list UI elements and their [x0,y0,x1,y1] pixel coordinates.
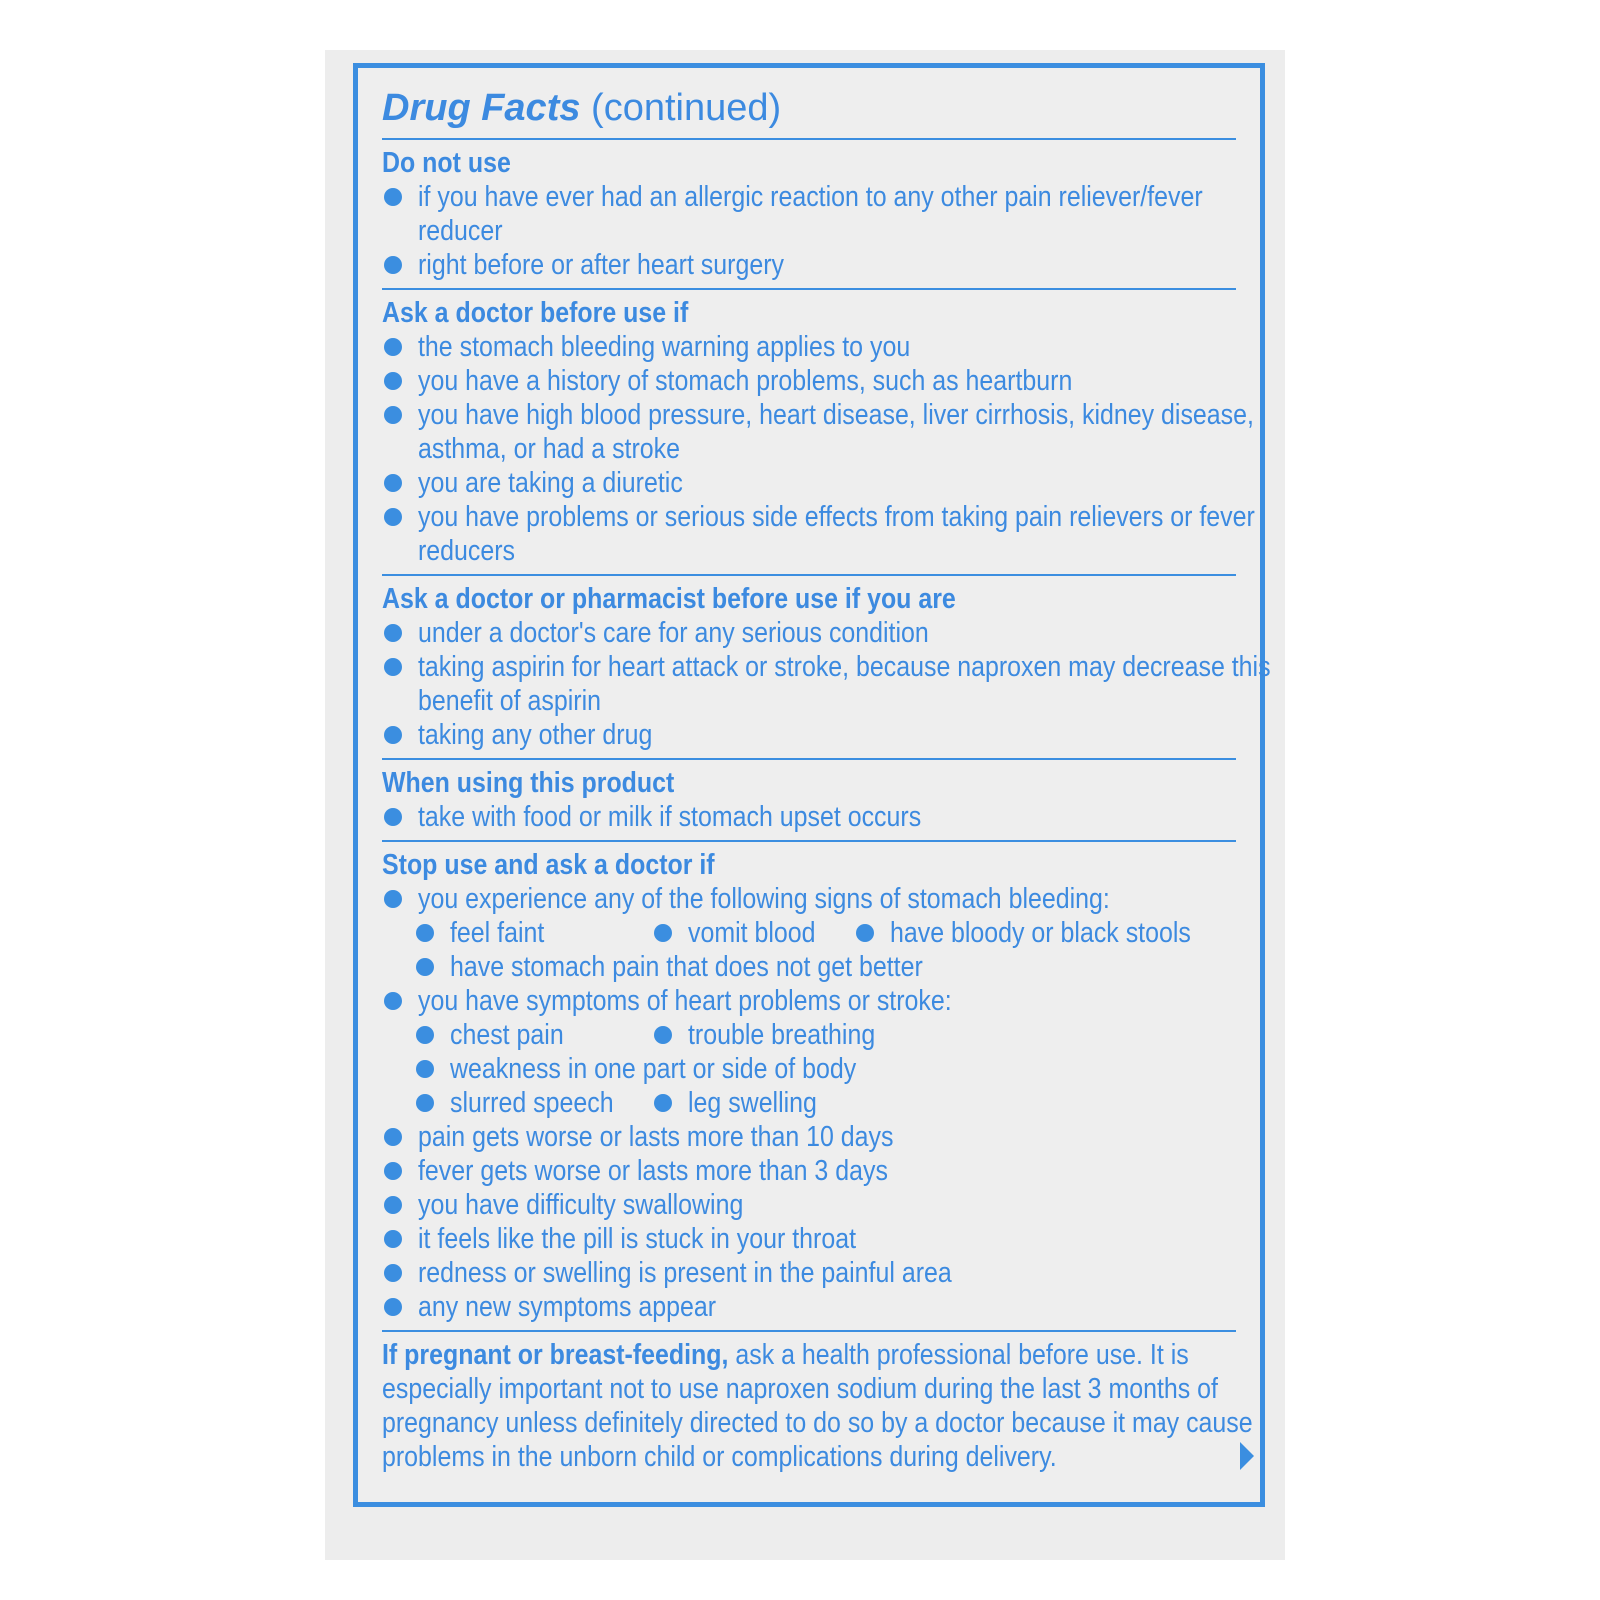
section-heading: Ask a doctor before use if [382,297,689,329]
sub-list-row [382,1086,1236,1120]
sub-list-row [382,916,1236,950]
list-item: you have difficulty swallowing [382,1188,1236,1222]
bullet-dot-icon [384,338,402,356]
section-heading: Do not use [382,147,511,179]
sub-list-row [382,950,1236,984]
sub-list-row [382,1018,1236,1052]
section-ask-doctor [382,290,1255,576]
bullet-dot-icon [856,924,874,942]
list-item: pain gets worse or lasts more than 10 days [382,1120,1236,1154]
bullet-dot-icon [384,406,402,424]
list-item: it feels like the pill is stuck in your throat [382,1222,1236,1256]
sub-list-item: weakness in one part or side of body [416,1052,922,1086]
bullet-dot-icon [384,256,402,274]
bullet-dot-icon [384,992,402,1010]
page-title [382,78,1236,140]
bullet-dot-icon [384,508,402,526]
section-heading: When using this product [382,767,675,799]
bullet-dot-icon [384,1298,402,1316]
bullet-dot-icon [384,808,402,826]
list-item: you have problems or serious side effects from taking pain relievers or fever reducers [382,500,1236,568]
sub-list-item: trouble breathing [654,1018,906,1052]
list-item: you experience any of the following signs of stomach bleeding: [382,882,1236,916]
bullet-dot-icon [384,658,402,676]
section-pregnant [382,1332,1253,1480]
sub-list-row [382,1052,1236,1086]
list-item: under a doctor's care for any serious condition [382,616,1236,650]
continue-arrow-icon [1240,1442,1254,1470]
bullet-dot-icon [654,1094,672,1112]
bullet-dot-icon [384,1264,402,1282]
section-when-using [382,760,1236,842]
bullet-dot-icon [384,890,402,908]
drug-facts-frame [353,63,1271,1507]
title-bold: Drug Facts [382,87,581,129]
list-item: right before or after heart surgery [382,248,1236,282]
list-item: you have symptoms of heart problems or stroke: [382,984,1236,1018]
bullet-dot-icon [384,474,402,492]
bullet-dot-icon [416,924,434,942]
section-heading: Ask a doctor or pharmacist before use if you are [382,583,956,615]
bullet-dot-icon [416,1060,434,1078]
list-item: fever gets worse or lasts more than 3 days [382,1154,1236,1188]
list-item: redness or swelling is present in the painful area [382,1256,1236,1290]
sub-list-item: feel faint [416,916,560,950]
pregnancy-heading: If pregnant or breast-feeding, [382,1339,729,1371]
list-item: taking aspirin for heart attack or stroke, because naproxen may decrease this benefit of aspirin [382,650,1236,718]
sub-list-item: leg swelling [654,1086,838,1120]
bullet-dot-icon [384,1196,402,1214]
list-item: the stomach bleeding warning applies to you [382,330,1236,364]
sub-list-item: chest pain [416,1018,582,1052]
bullet-dot-icon [384,372,402,390]
bullet-dot-icon [384,624,402,642]
pregnancy-warning: If pregnant or breast-feeding, ask a health professional before use. It is especially important not to use naproxen sodium during the last 3 months of pregnancy unless definitely directed to do so by a doctor because it may cause problems in the unborn child or complications during delivery. [382,1339,1253,1473]
sub-list-item: vomit blood [654,916,836,950]
list-item: you have a history of stomach problems, such as heartburn [382,364,1236,398]
bullet-dot-icon [384,1230,402,1248]
bullet-dot-icon [384,1162,402,1180]
bullet-dot-icon [416,958,434,976]
bullet-dot-icon [654,1026,672,1044]
list-item: take with food or milk if stomach upset occurs [382,800,1236,834]
sub-list-item: slurred speech [416,1086,640,1120]
sub-list-item: have bloody or black stools [856,916,1240,950]
bullet-dot-icon [416,1094,434,1112]
bullet-dot-icon [384,1128,402,1146]
section-stop-use [382,842,1236,1332]
sub-list-item: have stomach pain that does not get better [416,950,1000,984]
bullet-dot-icon [384,726,402,744]
section-ask-pharmacist [382,576,1271,760]
list-item: you are taking a diuretic [382,466,1236,500]
bullet-dot-icon [654,924,672,942]
bullet-dot-icon [416,1026,434,1044]
title-continued: (continued) [580,87,782,129]
list-item: if you have ever had an allergic reaction to any other pain reliever/fever reducer [382,180,1236,248]
list-item: any new symptoms appear [382,1290,1236,1324]
bullet-dot-icon [384,188,402,206]
section-do-not-use [382,140,1236,290]
list-item: taking any other drug [382,718,1236,752]
section-heading: Stop use and ask a doctor if [382,849,715,881]
list-item: you have high blood pressure, heart disease, liver cirrhosis, kidney disease, asthma, or had a stroke [382,398,1236,466]
